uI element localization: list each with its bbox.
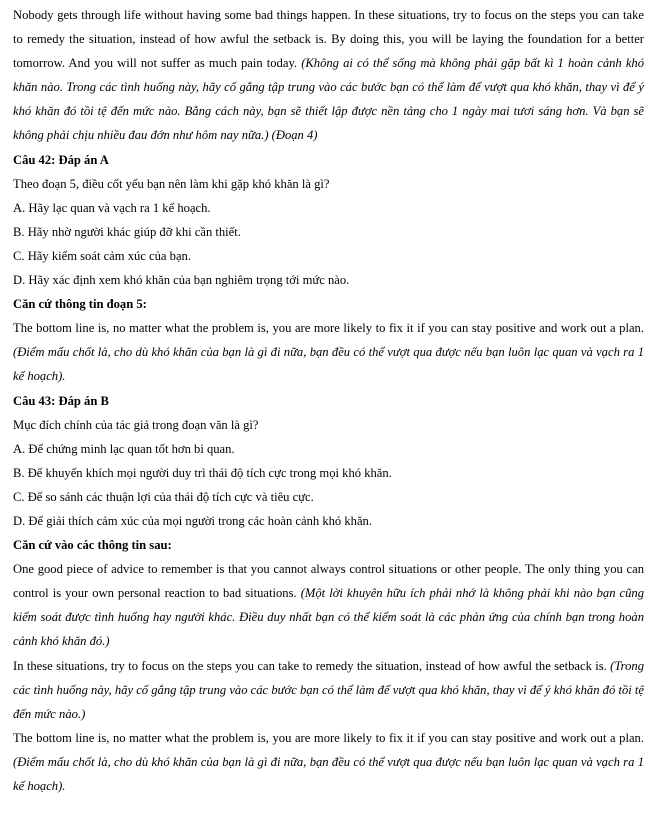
question-42-basis-heading: Căn cứ thông tin đoạn 5: — [13, 297, 147, 312]
question-42-prompt: Theo đoạn 5, điều cốt yếu bạn nên làm khi gặp khó khăn là gì? — [13, 176, 330, 191]
quote-translation: (Điểm mấu chốt là, cho dù khó khăn của bạn là gì đi nữa, bạn đều có thể vượt qua được nếu bạn luôn lạc quan và vạch ra 1 kế hoạch). — [13, 754, 644, 793]
question-43-option-b: B. Để khuyến khích mọi người duy trì thái độ tích cực trong mọi khó khăn. — [13, 465, 392, 480]
question-42 — [13, 148, 644, 389]
question-43-prompt: Mục đích chính của tác giả trong đoạn văn là gì? — [13, 417, 259, 432]
basis-english: The bottom line is, no matter what the problem is, you are more likely to fix it if you can stay positive and work out a plan. — [13, 321, 644, 336]
question-43-quote-1 — [13, 557, 644, 653]
question-43-basis-heading: Căn cứ vào các thông tin sau: — [13, 538, 172, 553]
question-43-option-d: D. Để giải thích cảm xúc của mọi người trong các hoàn cảnh khó khăn. — [13, 513, 373, 528]
basis-translation: (Điểm mấu chốt là, cho dù khó khăn của bạn là gì đi nữa, bạn đều có thể vượt qua được nếu bạn luôn lạc quan và vạch ra 1 kế hoạch). — [13, 345, 644, 384]
question-42-option-c: C. Hãy kiểm soát cảm xúc của bạn. — [13, 248, 192, 263]
question-42-basis-quote — [13, 316, 644, 388]
question-42-heading: Câu 42: Đáp án A — [13, 152, 109, 167]
question-42-option-b: B. Hãy nhờ người khác giúp đỡ khi cần thiết. — [13, 224, 241, 239]
passage-english: Nobody gets through life without having some bad things happen. In these situations, try to focus on the steps you can take to remedy the situation, instead of how awful the setback is. By doing this, you will be laying the foundation for a better tomorrow. And you will not suffer as much pain today. — [13, 8, 644, 71]
quote-english: One good piece of advice to remember is that you cannot always control situations or other people. The only thing you can control is your own personal reaction to bad situations. — [13, 562, 644, 601]
question-43-option-c: C. Để so sánh các thuận lợi của thái độ tích cực và tiêu cực. — [13, 489, 314, 504]
passage-translation: (Không ai có thể sống mà không phải gặp bất kì 1 hoàn cảnh khó khăn nào. Trong các tình huống này, hãy cố gắng tập trung vào các bước bạn có thể làm để vượt qua khó khăn, thay vì để ý khó khăn đó tồi tệ đến mức nào. Bằng cách này, bạn sẽ thiết lập được nền tảng cho 1 ngày mai tươi sáng hơn. Và bạn sẽ không phải chịu nhiều đau đớn như hôm nay nữa.) — [13, 56, 645, 143]
question-43 — [13, 389, 644, 799]
question-43-option-a: A. Để chứng minh lạc quan tốt hơn bi quan. — [13, 441, 235, 456]
quote-translation: (Trong các tình huống này, hãy cố gắng tập trung vào các bước bạn có thể làm để vượt qua khó khăn, thay vì để ý khó khăn đó tồi tệ đến mức nào.) — [13, 658, 644, 721]
quote-translation: (Một lời khuyên hữu ích phải nhớ là không phải khi nào bạn cũng kiểm soát được tình huống hay người khác. Điều duy nhất bạn có thể kiểm soát là các phản ứng của chính bạn trong hoàn cảnh khó khăn đó.) — [13, 586, 644, 649]
quote-english: In these situations, try to focus on the steps you can take to remedy the situation, instead of how awful the setback is. — [13, 658, 607, 673]
question-43-quote-2 — [13, 654, 644, 726]
paragraph-4-passage — [13, 3, 644, 148]
question-43-quote-3 — [13, 726, 644, 798]
passage-reference: (Đoạn 4) — [271, 128, 318, 143]
quote-english: The bottom line is, no matter what the problem is, you are more likely to fix it if you can stay positive and work out a plan. — [13, 730, 644, 745]
question-42-option-d: D. Hãy xác định xem khó khăn của bạn nghiêm trọng tới mức nào. — [13, 273, 350, 288]
question-42-option-a: A. Hãy lạc quan và vạch ra 1 kế hoạch. — [13, 200, 211, 215]
question-43-heading: Câu 43: Đáp án B — [13, 393, 109, 408]
